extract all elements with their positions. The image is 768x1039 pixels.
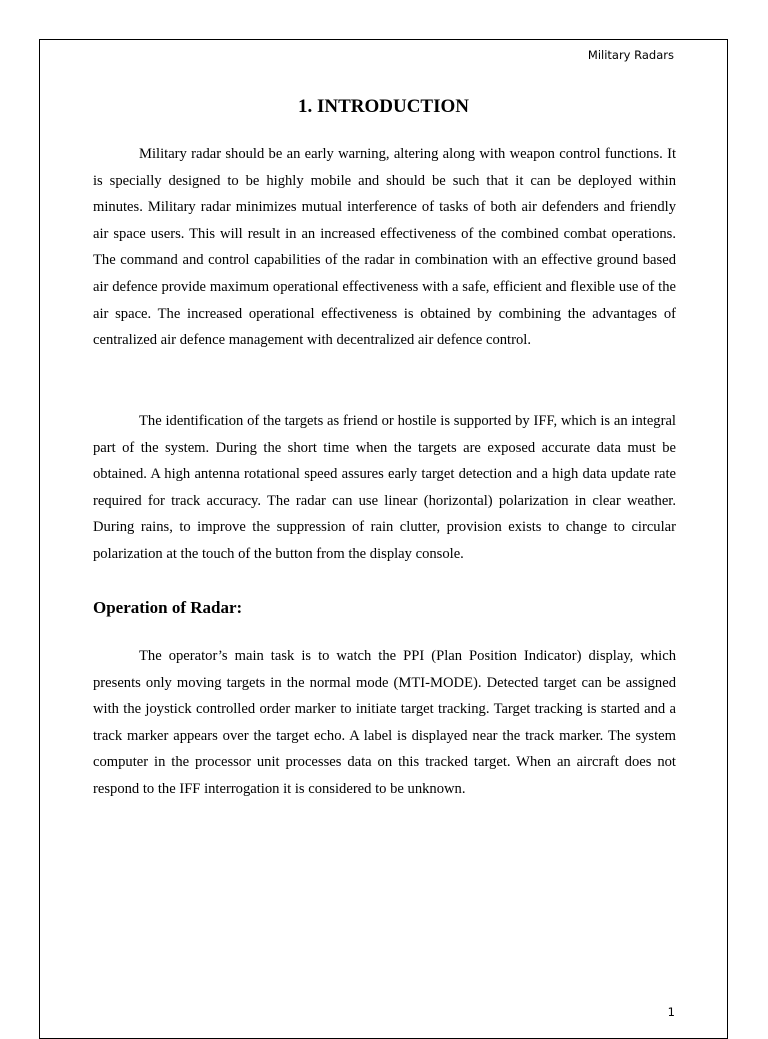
operation-paragraph: The operator’s main task is to watch the PPI (Plan Position Indicator) display, which presents only moving targets in the normal mode (MTI-MODE). Detected target can be assigned with the joystick controlled order marker to initiate target tracking. Target tracking is started and a track marker appears over the target echo. A label is displayed near the track marker. The system computer in the processor unit processes data on this tracked target. When an aircraft does not respond to the IFF interrogation it is considered to be unknown. (93, 648, 676, 797)
intro-paragraph-2: The identification of the targets as friend or hostile is supported by IFF, which is an integral part of the system. During the short time when the targets are exposed accurate data must be obtained. A high antenna rotational speed assures early target detection and a high data update rate required for track accuracy. The radar can use linear (horizontal) polarization in clear weather. During rains, to improve the suppression of rain clutter, provision exists to change to circular polarization at the touch of the button from the display console. (93, 413, 676, 562)
section-heading: Operation of Radar: (93, 598, 243, 617)
running-header: Military Radars (587, 48, 674, 62)
chapter-title: 1. INTRODUCTION (297, 96, 470, 117)
document-page (39, 39, 728, 1039)
intro-paragraph-1: Military radar should be an early warning, altering along with weapon control functions. It is specially designed to be highly mobile and should be such that it can be deployed within minutes. Military radar minimizes mutual interference of tasks of both air defenders and friendly air space users. This will result in an increased effectiveness of the combined combat operations. The command and control capabilities of the radar in combination with an effective ground based air defence provide maximum operational effectiveness with a safe, efficient and flexible use of the air space. The increased operational effectiveness is obtained by combining the advantages of centralized air defence management with decentralized air defence control. (93, 146, 676, 349)
page-number: 1 (667, 1005, 675, 1019)
